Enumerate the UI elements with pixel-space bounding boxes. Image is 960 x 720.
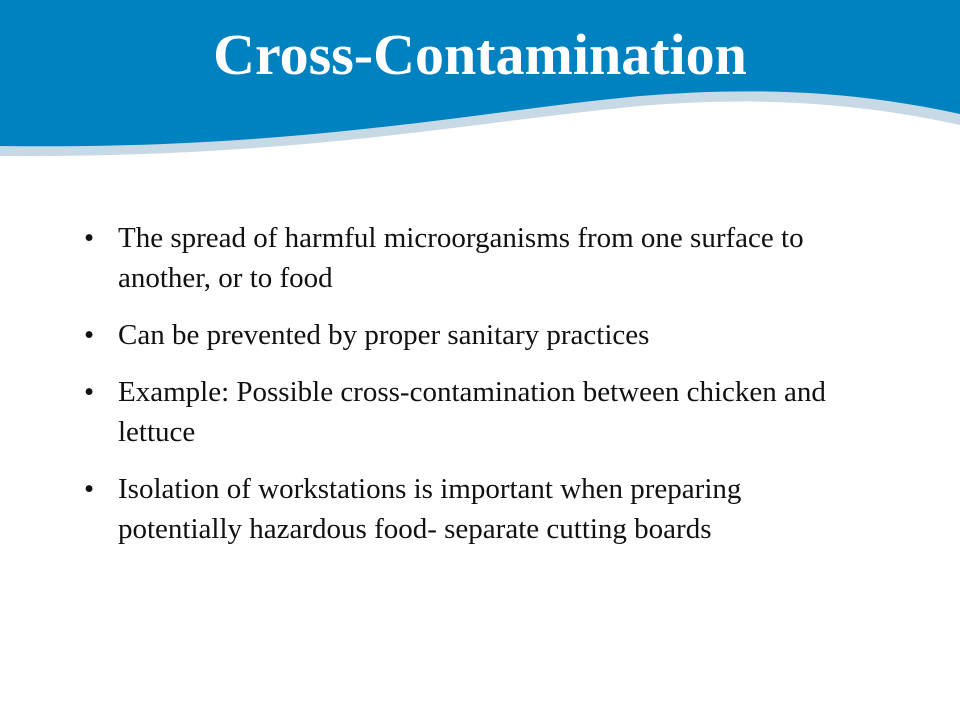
bullet-item-example (80, 372, 840, 452)
bullet-item-spread (80, 218, 840, 298)
bullet-text: The spread of harmful microorganisms from one surface to another, or to food (118, 222, 804, 294)
bullet-text: Isolation of workstations is important when preparing potentially hazardous food- separate cutting boards (118, 473, 742, 545)
bullet-icon: • (84, 222, 95, 254)
bullet-icon: • (84, 319, 95, 351)
bullet-text: Can be prevented by proper sanitary practices (118, 319, 650, 351)
bullet-icon: • (84, 473, 95, 505)
bullet-list (80, 218, 840, 566)
bullet-item-prevention (80, 315, 840, 355)
bullet-icon: • (84, 376, 95, 408)
slide-title: Cross-Contamination (213, 22, 747, 87)
bullet-item-isolation (80, 469, 840, 549)
bullet-text: Example: Possible cross-contamination between chicken and lettuce (118, 376, 826, 448)
